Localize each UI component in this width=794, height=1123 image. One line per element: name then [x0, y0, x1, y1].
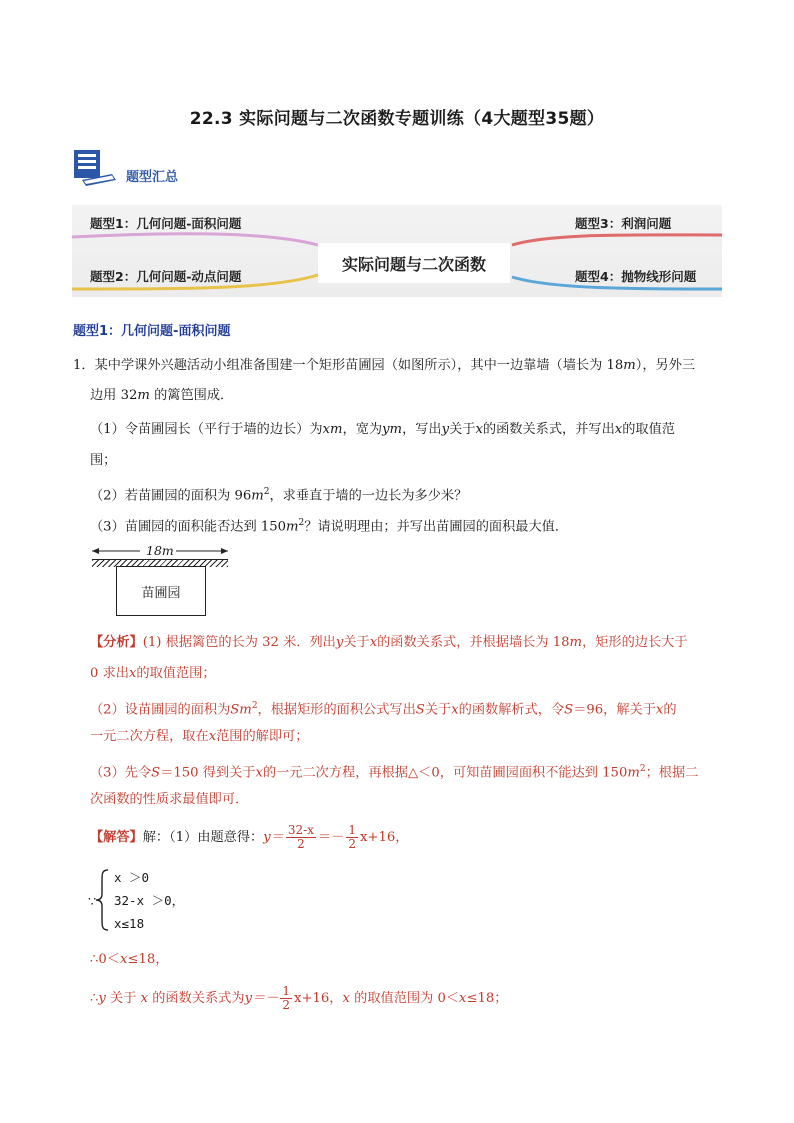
analysis-line-5: （3）先令S＝150 得到关于x的一元二次方程，再根据△＜0，可知苗圃园面积不能达到 $150m^2$；根据二 — [90, 764, 699, 781]
fraction-1: $\frac{32-x}{2}$ — [287, 823, 314, 851]
dimension-label: 18m — [146, 543, 174, 558]
problem-line-2: 边用 32m 的篱笆围成． — [90, 388, 234, 403]
mind-map-topic-4: 题型4：抛物线形问题 — [575, 269, 697, 284]
mind-map-topic-2: 题型2：几何问题-动点问题 — [90, 269, 242, 284]
fraction-3: $\frac{1}{2}$ — [282, 984, 291, 1012]
connector-t1 — [72, 234, 318, 245]
conclusion-line-1: ∴0＜x≤18， — [90, 952, 169, 967]
nursery-rectangle: 苗圃园 — [116, 566, 206, 616]
summary-label: 题型汇总 — [126, 170, 179, 185]
page-title: 22.3 实际问题与二次函数专题训练（4大题型35题） — [189, 109, 605, 129]
conclusion-line-2: ∴y 关于 x 的函数关系式为y＝－ $\frac{1}{2}$ x+16，x 的取值范围为 0＜x≤18； — [90, 984, 508, 1012]
analysis-line-2: 0 求出x的取值范围； — [90, 666, 216, 681]
analysis-line-4: 一元二次方程，取在x范围的解即可； — [90, 729, 309, 744]
mind-map-topic-1: 题型1：几何问题-面积问题 — [90, 216, 242, 231]
system-line-1: x ＞0 — [114, 870, 150, 885]
problem-line-1: 1．某中学课外兴趣活动小组准备围建一个矩形苗圃园（如图所示），其中一边靠墙（墙长为 18m），另外三 — [73, 358, 696, 373]
system-line-3: x≤18 — [114, 916, 145, 931]
because-symbol: ∵ — [88, 895, 97, 910]
fraction-2: $\frac{1}{2}$ — [348, 823, 356, 851]
question-1: （1）令苗圃园长（平行于墙的边长）为xm，宽为ym，写出y关于x的函数关系式，并写出x的取值范 — [90, 422, 675, 437]
section-heading-1: 题型1：几何问题-面积问题 — [73, 324, 231, 339]
question-2: （2）若苗圃园的面积为 $96m^2$，求垂直于墙的一边长为多少米？ — [90, 487, 468, 504]
mind-map-topic-3: 题型3：利润问题 — [575, 216, 672, 231]
question-3: （3）苗圃园的面积能否达到 $150m^2$？请说明理由；并写出苗圃园的面积最大值． — [90, 518, 569, 535]
question-1-cont: 围； — [90, 453, 117, 468]
mind-map-center: 实际问题与二次函数 — [318, 243, 510, 283]
answer-line-1: 【解答】解：（1）由题意得：y＝ $\frac{32-x}{2}$ ＝－ $\frac{1}{2}$ x+16， — [90, 823, 409, 851]
connector-t3 — [512, 235, 722, 245]
analysis-line-1: 【分析】(1) 根据篱笆的长为 32 米．列出y关于x的函数关系式，并根据墙长为 18m，矩形的边长大于 — [90, 635, 688, 650]
system-line-2: 32-x ＞0， — [114, 893, 185, 908]
analysis-line-3: （2）设苗圃园的面积为Sm$^2$，根据矩形的面积公式写出S关于x的函数解析式，令S＝96，解关于x的 — [90, 701, 677, 718]
analysis-line-6: 次函数的性质求最值即可． — [90, 792, 249, 807]
book-stack-icon — [72, 148, 118, 188]
